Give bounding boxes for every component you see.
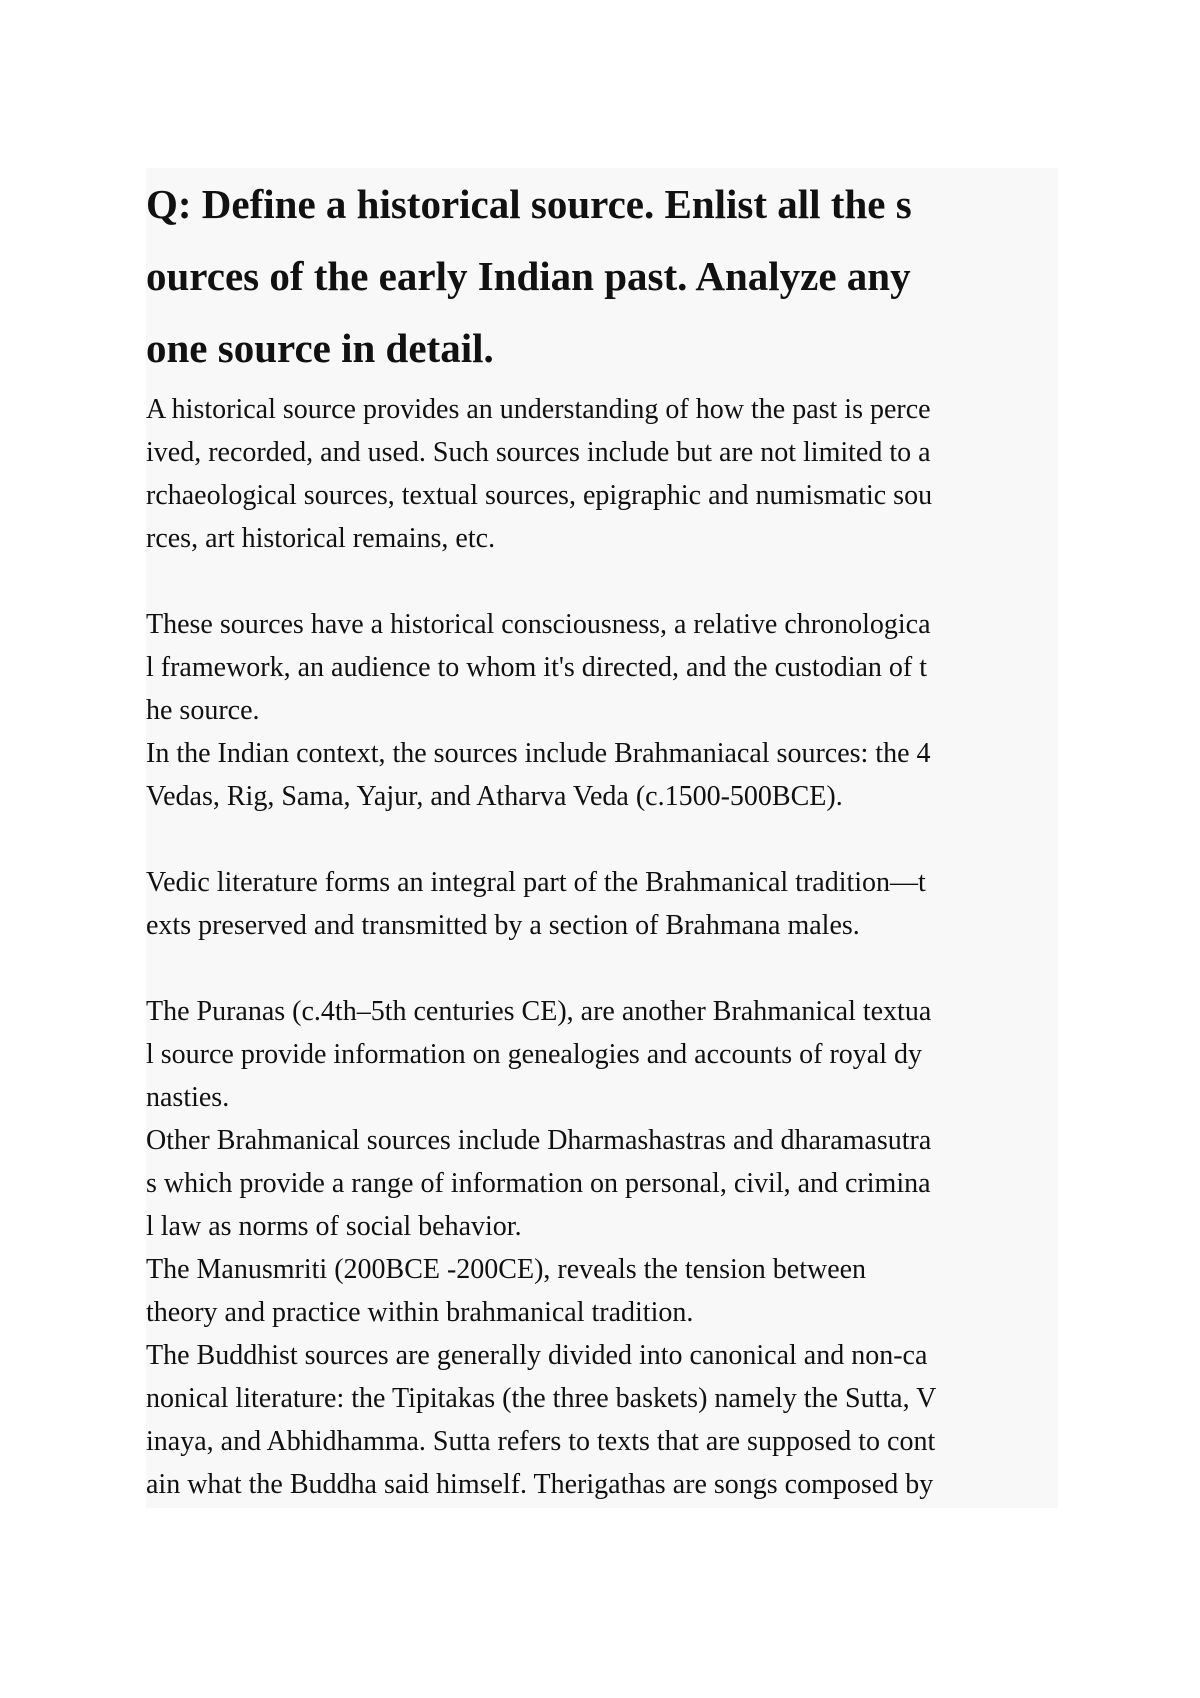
paragraph-puranas [146,990,1058,1506]
paragraph-definition [146,388,1058,560]
paragraph-line: nasties. [146,1082,230,1113]
title-line: one source in detail. [146,325,494,371]
paragraph-line: s which provide a range of information on personal, civil, and crimina [146,1168,931,1199]
paragraph-line: ived, recorded, and used. Such sources include but are not limited to a [146,437,931,468]
paragraph-line: l framework, an audience to whom it's directed, and the custodian of t [146,652,928,683]
paragraph-line: Vedas, Rig, Sama, Yajur, and Atharva Veda (c.1500-500BCE). [146,781,843,812]
paragraph-line: l source provide information on genealogies and accounts of royal dy [146,1039,922,1070]
paragraph-line: Vedic literature forms an integral part of the Brahmanical tradition—t [146,867,926,898]
paragraph-line: l law as norms of social behavior. [146,1211,522,1242]
paragraph-line: he source. [146,695,260,726]
paragraph-line: theory and practice within brahmanical tradition. [146,1297,694,1328]
paragraph-line: The Manusmriti (200BCE -200CE), reveals the tension between [146,1254,867,1285]
paragraph-line: rchaeological sources, textual sources, epigraphic and numismatic sou [146,480,933,511]
paragraph-line: A historical source provides an understanding of how the past is perce [146,394,931,425]
question-title [146,168,1058,384]
title-line: ources of the early Indian past. Analyze any [146,253,911,299]
paragraph-line: The Puranas (c.4th–5th centuries CE), are another Brahmanical textua [146,996,932,1027]
title-line: Q: Define a historical source. Enlist all the s [146,181,912,227]
paragraph-vedic [146,861,1058,947]
paragraph-line: nonical literature: the Tipitakas (the three baskets) namely the Sutta, V [146,1383,937,1414]
paragraph-line: exts preserved and transmitted by a section of Brahmana males. [146,910,860,941]
paragraph-line: rces, art historical remains, etc. [146,523,496,554]
paragraph-line: inaya, and Abhidhamma. Sutta refers to texts that are supposed to cont [146,1426,936,1457]
paragraph-line: These sources have a historical consciousness, a relative chronologica [146,609,931,640]
blank-line [146,818,1058,861]
paragraph-line: In the Indian context, the sources include Brahmaniacal sources: the 4 [146,738,931,769]
blank-line [146,947,1058,990]
paragraph-line: ain what the Buddha said himself. Therigathas are songs composed by [146,1469,934,1500]
paragraph-line: The Buddhist sources are generally divided into canonical and non-ca [146,1340,928,1371]
document-body [146,168,1058,1506]
paragraph-characteristics [146,603,1058,818]
paragraph-line: Other Brahmanical sources include Dharmashastras and dharamasutra [146,1125,932,1156]
blank-line [146,560,1058,603]
